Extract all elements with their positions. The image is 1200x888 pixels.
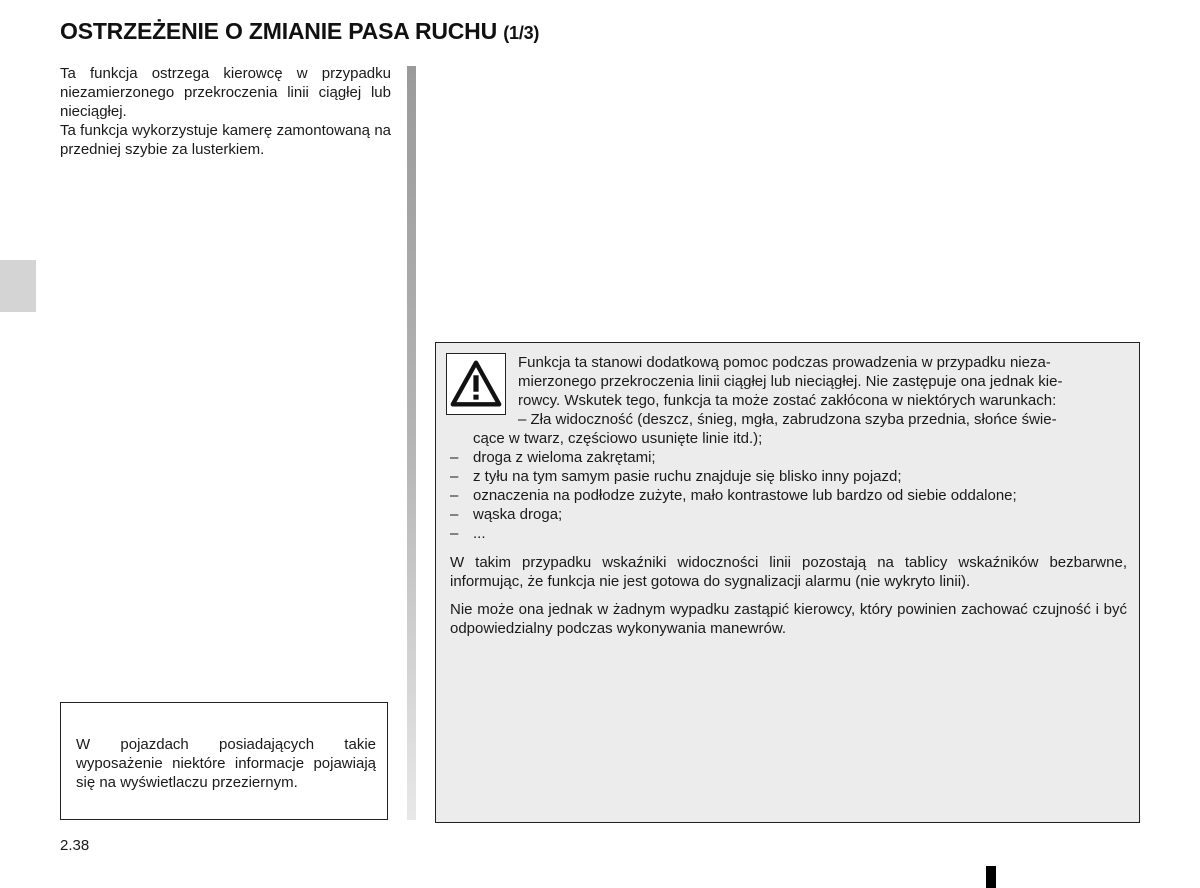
list-item-text: wąska droga;	[473, 506, 563, 523]
warning-intro-line: mierzonego przekroczenia linii ciągłej lub nieciągłej. Nie zastępuje ona jednak kie-	[518, 373, 1063, 390]
list-item-text: droga z wieloma zakrętami;	[473, 449, 656, 466]
warning-paragraph-responsibility: Nie może ona jednak w żadnym wypadku zastąpić kierowcy, który powinien zachować czujność i być odpowiedzialny podczas wykonywania manewrów.	[450, 601, 1127, 637]
list-dash: –	[450, 449, 459, 466]
list-item	[450, 524, 1127, 543]
warning-intro	[518, 353, 1127, 429]
warning-paragraph-indicators: W takim przypadku wskaźniki widoczności linii pozostają na tablicy wskaźników bezbarwne, informując, że funkcja nie jest gotowa do sygnalizacji alarmu (nie wykryto linii).	[450, 554, 1127, 590]
list-item	[450, 467, 1127, 486]
warning-intro-line: – Zła widoczność (deszcz, śnieg, mgła, zabrudzona szyba przednia, słońce świe-	[518, 411, 1057, 428]
list-item-text: oznaczenia na podłodze zużyte, mało kontrastowe lub bardzo od siebie oddalone;	[473, 487, 1017, 504]
list-item-text: cące w twarz, częściowo usunięte linie itd.);	[473, 430, 763, 447]
note-box	[60, 702, 388, 820]
intro-paragraph-2: Ta funkcja wykorzystuje kamerę zamontowaną na przedniej szybie za lusterkiem.	[60, 122, 391, 158]
conditions-list	[450, 429, 1127, 543]
warning-intro-line: Funkcja ta stanowi dodatkową pomoc podczas prowadzenia w przypadku nieza-	[518, 354, 1051, 371]
list-item	[450, 429, 1127, 448]
list-dash: –	[450, 506, 459, 523]
warning-box	[435, 342, 1140, 823]
page-number: 2.38	[60, 837, 90, 854]
page-part-indicator: (1/3)	[503, 23, 540, 43]
list-dash: –	[450, 487, 459, 504]
list-dash: –	[450, 525, 459, 542]
column-divider-bar	[407, 66, 416, 820]
list-item-text: z tyłu na tym samym pasie ruchu znajduje się blisko inny pojazd;	[473, 468, 902, 485]
list-item	[450, 505, 1127, 524]
list-dash: –	[450, 468, 459, 485]
corner-mark	[986, 866, 996, 888]
note-text: W pojazdach posiadających takie wyposażenie niektóre informacje pojawiają się na wyświetlaczu przeziernym.	[76, 736, 376, 791]
page-title-text: OSTRZEŻENIE O ZMIANIE PASA RUCHU	[60, 18, 498, 44]
page-title	[60, 18, 539, 45]
list-item	[450, 448, 1127, 467]
warning-intro-line: rowcy. Wskutek tego, funkcja ta może zostać zakłócona w niektórych warunkach:	[518, 392, 1057, 409]
list-item-text: ...	[473, 525, 486, 542]
intro-text	[60, 64, 391, 159]
intro-paragraph-1: Ta funkcja ostrzega kierowcę w przypadku niezamierzonego przekroczenia linii ciągłej lub nieciągłej.	[60, 65, 391, 120]
chapter-tab	[0, 260, 36, 312]
warning-triangle-icon	[446, 353, 506, 415]
list-item	[450, 486, 1127, 505]
